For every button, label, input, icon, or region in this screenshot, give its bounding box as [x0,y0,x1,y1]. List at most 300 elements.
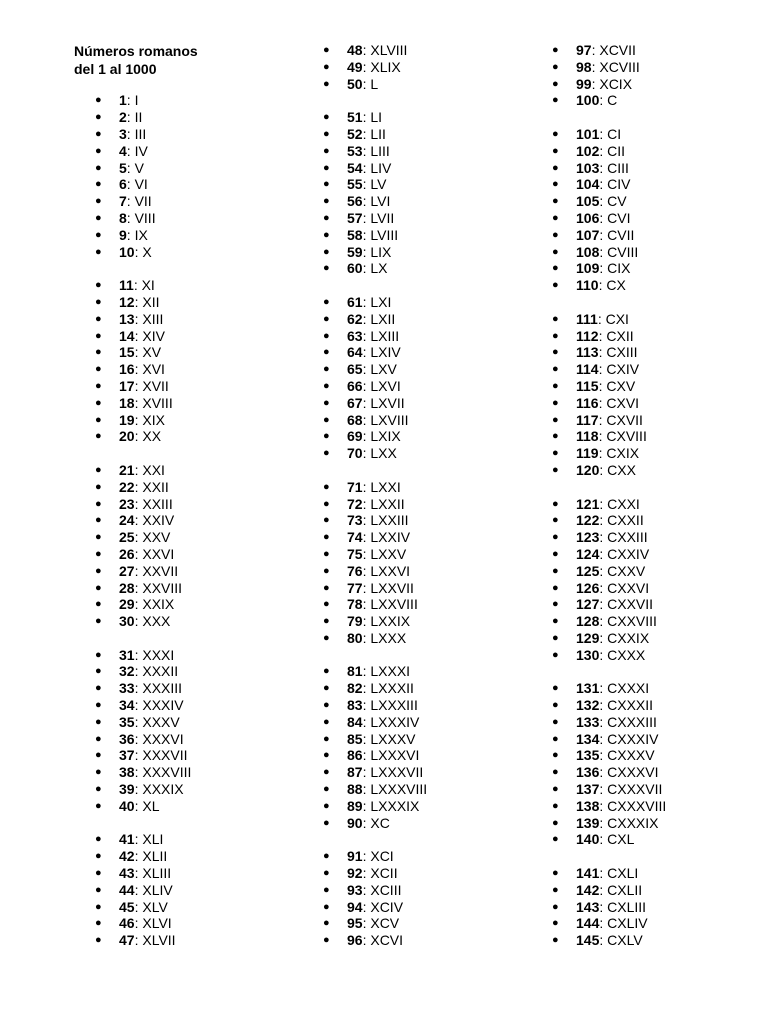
arabic-number: 22 [119,478,135,495]
roman-numeral: CV [607,193,627,210]
list-item [95,797,191,815]
bullet-icon: ● [552,682,559,695]
bullet-icon: ● [323,295,330,308]
separator: : [599,92,608,109]
bullet-icon: ● [323,799,330,812]
list-item [323,596,427,613]
separator: : [362,125,371,142]
roman-numeral: XVI [142,361,165,378]
list-item [552,747,666,764]
bullet-icon: ● [95,883,102,896]
roman-numeral: LIV [370,159,392,176]
bullet-icon: ● [95,900,102,913]
bullet-icon: ● [95,917,102,930]
list-item [552,713,666,731]
bullet-icon: ● [323,396,330,409]
list-item [552,159,666,177]
bullet-icon: ● [552,766,559,779]
arabic-number: 68 [347,411,363,428]
bullet-icon: ● [95,581,102,594]
separator: : [362,932,371,949]
separator: : [134,747,143,764]
arabic-number: 14 [119,327,135,344]
list-item [323,545,427,563]
bullet-icon: ● [552,514,559,527]
roman-numeral: XXXIV [142,697,184,714]
separator: : [134,915,143,932]
list-item [95,159,191,177]
arabic-number: 95 [347,915,363,932]
separator: : [362,865,371,882]
list-item [552,797,667,815]
separator: : [362,344,371,361]
arabic-number: 79 [347,613,363,630]
separator: : [362,797,371,814]
separator: : [599,545,608,562]
separator: : [362,898,371,915]
separator: : [599,159,608,176]
roman-numeral: XVII [142,377,169,394]
separator: : [134,730,143,747]
bullet-icon: ● [552,77,559,90]
roman-numeral: LXXXIV [370,713,420,730]
separator: : [126,142,135,159]
roman-numeral: CXXXII [607,697,654,714]
roman-numeral: LXXXVI [370,747,420,764]
arabic-number: 86 [347,747,363,764]
bullet-icon: ● [95,195,102,208]
arabic-number: 19 [119,411,135,428]
list-item [552,243,666,261]
roman-numeral: X [142,243,152,260]
separator: : [599,596,608,613]
roman-numeral: VI [134,176,148,193]
list-item [95,915,191,932]
arabic-number: 85 [347,730,363,747]
arabic-number: 138 [576,797,600,814]
group-spacer [347,92,427,109]
roman-numeral: XCIV [370,898,404,915]
separator: : [362,579,371,596]
arabic-number: 4 [119,142,127,159]
separator: : [134,697,143,714]
list-item [95,377,191,395]
separator: : [134,781,143,798]
arabic-number: 84 [347,713,363,730]
arabic-number: 16 [119,361,135,378]
separator: : [126,159,135,176]
bullet-icon: ● [95,161,102,174]
roman-numeral: XXIX [142,596,175,613]
group-spacer [347,277,427,294]
roman-numeral: LXXV [370,545,407,562]
bullet-icon: ● [552,396,559,409]
numeral-column-3 [552,42,667,949]
separator: : [134,646,143,663]
bullet-icon: ● [552,732,559,745]
arabic-number: 90 [347,814,363,831]
arabic-number: 120 [576,461,600,478]
list-item [323,58,427,76]
roman-numeral: XLIX [370,58,401,75]
separator: : [134,377,143,394]
separator: : [599,193,608,210]
arabic-number: 117 [576,411,599,428]
separator: : [597,310,606,327]
list-item [95,361,191,378]
arabic-number: 1 [119,92,127,109]
separator: : [362,428,371,445]
separator: : [599,226,608,243]
separator: : [362,394,371,411]
bullet-icon: ● [95,346,102,359]
arabic-number: 122 [576,512,600,529]
bullet-icon: ● [552,127,559,140]
bullet-icon: ● [323,531,330,544]
list-item [95,529,191,546]
list-item [552,730,666,748]
list-item [552,781,666,798]
group-spacer [576,109,666,126]
group-spacer [576,663,666,680]
arabic-number: 55 [347,176,363,193]
list-item [552,75,666,93]
separator: : [598,327,607,344]
separator: : [362,445,371,462]
roman-numeral: C [607,92,618,109]
arabic-number: 67 [347,394,363,411]
bullet-icon: ● [323,497,330,510]
separator: : [591,75,600,92]
arabic-number: 136 [576,764,600,781]
roman-numeral: XCVIII [599,58,640,75]
list-item [552,629,666,647]
separator: : [362,529,371,546]
roman-numeral: XXVI [142,545,175,562]
list-item [95,512,191,529]
list-item [95,176,191,193]
list-item [323,495,427,513]
roman-numeral: CXXVIII [607,613,657,630]
group-spacer [576,848,666,865]
list-item [552,193,666,210]
bullet-icon: ● [552,699,559,712]
list-item [323,226,427,244]
bullet-icon: ● [95,799,102,812]
roman-numeral: CXXI [607,495,640,512]
list-item [323,865,427,882]
bullet-icon: ● [552,279,559,292]
bullet-icon: ● [95,463,102,476]
roman-numeral: XV [142,344,162,361]
separator: : [134,898,143,915]
separator: : [599,579,608,596]
bullet-icon: ● [552,816,559,829]
arabic-number: 115 [576,377,599,394]
roman-numeral: LXX [370,445,397,462]
list-item [323,159,427,177]
list-item [552,277,666,294]
list-item [95,478,191,496]
bullet-icon: ● [323,699,330,712]
bullet-icon: ● [323,682,330,695]
roman-numeral: LXXXVII [370,764,424,781]
bullet-icon: ● [552,211,559,224]
separator: : [598,277,607,294]
arabic-number: 109 [576,260,600,277]
list-item [552,58,666,76]
arabic-number: 35 [119,713,135,730]
arabic-number: 42 [119,848,135,865]
bullet-icon: ● [552,346,559,359]
separator: : [362,310,371,327]
separator: : [133,277,142,294]
list-item [552,209,666,227]
roman-numeral: XXXIII [142,680,183,697]
arabic-number: 105 [576,193,600,210]
list-item [323,512,427,529]
bullet-icon: ● [552,883,559,896]
arabic-number: 33 [119,680,135,697]
separator: : [362,848,371,865]
list-item [323,193,427,210]
list-item [95,461,191,479]
separator: : [362,293,371,310]
bullet-icon: ● [552,363,559,376]
list-item [95,613,191,630]
list-item [323,915,427,932]
roman-numeral: LI [370,109,383,126]
separator: : [362,881,371,898]
bullet-icon: ● [95,783,102,796]
roman-numeral: XXVII [142,562,179,579]
roman-numeral: XXXVI [142,730,184,747]
roman-numeral: CXXIII [607,529,648,546]
bullet-icon: ● [95,564,102,577]
separator: : [134,545,143,562]
list-item [552,176,666,193]
arabic-number: 123 [576,529,600,546]
list-item [552,646,666,664]
separator: : [599,898,608,915]
roman-numeral: CXXV [607,562,646,579]
arabic-number: 29 [119,596,135,613]
list-item [552,814,666,832]
bullet-icon: ● [323,111,330,124]
list-item [552,898,666,916]
separator: : [599,562,608,579]
roman-numeral: CXXIX [607,629,650,646]
separator: : [134,596,143,613]
arabic-number: 27 [119,562,135,579]
separator: : [598,377,607,394]
list-item [552,461,666,479]
list-item [552,394,666,412]
arabic-number: 63 [347,327,363,344]
list-item [95,764,192,781]
list-item [552,377,666,395]
roman-numeral: VII [134,193,152,210]
separator: : [362,176,371,193]
arabic-number: 91 [347,848,363,865]
bullet-icon: ● [552,631,559,644]
list-item [323,730,427,748]
roman-numeral: XCV [370,915,400,932]
bullet-icon: ● [95,127,102,140]
separator: : [599,881,608,898]
separator: : [598,394,607,411]
list-item [95,562,191,580]
roman-numeral: XXV [142,529,171,546]
list-item [95,932,191,949]
bullet-icon: ● [323,749,330,762]
list-item [323,478,427,496]
arabic-number: 106 [576,209,600,226]
list-item [95,411,191,429]
bullet-icon: ● [323,346,330,359]
arabic-number: 23 [119,495,135,512]
arabic-number: 43 [119,865,135,882]
arabic-number: 103 [576,159,600,176]
separator: : [362,713,371,730]
arabic-number: 128 [576,613,600,630]
bullet-icon: ● [323,447,330,460]
arabic-number: 82 [347,680,363,697]
roman-numeral: LXXXI [370,663,411,680]
separator: : [362,226,371,243]
bullet-icon: ● [552,917,559,930]
roman-numeral: XCI [370,848,394,865]
group-spacer [576,294,666,311]
arabic-number: 24 [119,512,135,529]
list-item [95,646,191,664]
separator: : [599,713,608,730]
roman-numeral: CXVI [606,394,640,411]
roman-numeral: CXVIII [606,428,647,445]
list-item [323,932,427,949]
bullet-icon: ● [323,312,330,325]
bullet-icon: ● [323,917,330,930]
roman-numeral: XXI [142,461,165,478]
arabic-number: 21 [119,461,135,478]
list-item [323,764,427,781]
arabic-number: 93 [347,881,363,898]
arabic-number: 65 [347,361,363,378]
arabic-number: 15 [119,344,135,361]
bullet-icon: ● [323,195,330,208]
list-item [552,42,666,59]
arabic-number: 121 [576,495,600,512]
arabic-number: 48 [347,42,363,58]
arabic-number: 80 [347,629,363,646]
roman-numeral: CXX [607,461,636,478]
list-item [552,92,666,109]
list-item [95,209,191,227]
arabic-number: 129 [576,629,600,646]
separator: : [599,125,608,142]
bullet-icon: ● [552,195,559,208]
roman-numeral: LIII [370,142,390,159]
arabic-number: 83 [347,697,363,714]
roman-numeral: CXLV [607,932,643,949]
list-item [552,260,666,277]
roman-numeral: LXII [370,310,396,327]
bullet-icon: ● [95,480,102,493]
list-item [323,125,427,143]
roman-numeral: XCIX [599,75,633,92]
bullet-icon: ● [95,295,102,308]
list-item [95,697,191,714]
roman-numeral: VIII [134,209,156,226]
arabic-number: 131 [576,680,600,697]
list-item [552,932,666,949]
separator: : [362,209,371,226]
list-item [323,243,427,261]
arabic-number: 107 [576,226,600,243]
roman-numeral: CXVII [606,411,643,428]
arabic-number: 58 [347,226,363,243]
roman-numeral: CXXXVI [607,764,659,781]
bullet-icon: ● [95,867,102,880]
arabic-number: 11 [119,277,134,294]
roman-numeral: CXXXV [607,747,655,764]
bullet-icon: ● [552,463,559,476]
list-item [323,176,427,193]
bullet-icon: ● [552,783,559,796]
separator: : [362,327,371,344]
arabic-number: 99 [576,75,592,92]
bullet-icon: ● [323,816,330,829]
list-item [552,327,666,345]
roman-numeral: XXXI [142,646,175,663]
bullet-icon: ● [95,732,102,745]
list-item [323,747,427,764]
bullet-icon: ● [95,514,102,527]
arabic-number: 3 [119,125,127,142]
arabic-number: 8 [119,209,127,226]
arabic-number: 64 [347,344,363,361]
list-item [95,579,191,597]
bullet-icon: ● [552,564,559,577]
separator: : [362,680,371,697]
roman-numeral: LXI [370,293,392,310]
separator: : [134,512,143,529]
list-item [323,344,427,361]
list-item [552,680,666,697]
roman-numeral: CXXXIII [607,713,657,730]
bullet-icon: ● [323,127,330,140]
bullet-icon: ● [552,94,559,107]
separator: : [134,562,143,579]
arabic-number: 92 [347,865,363,882]
bullet-icon: ● [323,161,330,174]
roman-numeral: LXVIII [370,411,409,428]
bullet-icon: ● [323,581,330,594]
arabic-number: 54 [347,159,363,176]
bullet-icon: ● [552,648,559,661]
separator: : [134,932,143,949]
bullet-icon: ● [552,379,559,392]
separator: : [134,881,143,898]
separator: : [599,730,608,747]
separator: : [362,814,371,831]
bullet-icon: ● [552,531,559,544]
separator: : [599,495,608,512]
arabic-number: 73 [347,512,363,529]
separator: : [134,764,143,781]
arabic-number: 39 [119,781,135,798]
arabic-number: 101 [576,125,600,142]
